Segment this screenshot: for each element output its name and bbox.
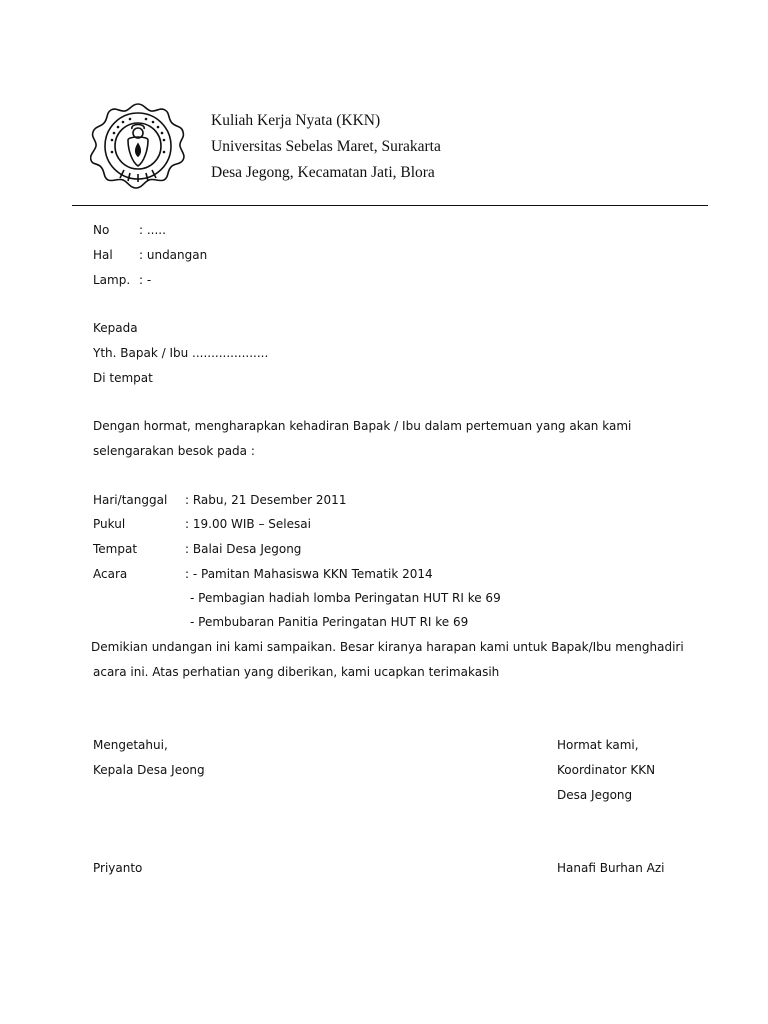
closing-line-2: acara ini. Atas perhatian yang diberikan, kami ucapkan terimakasih xyxy=(93,665,500,679)
pukul-value: : 19.00 WIB – Selesai xyxy=(185,517,311,531)
letterhead-line-1: Kuliah Kerja Nyata (KKN) xyxy=(211,112,381,129)
hari-label: Hari/tanggal xyxy=(93,493,168,507)
recipient-kepada: Kepada xyxy=(93,321,138,335)
sign-left-line-2: Kepala Desa Jeong xyxy=(93,763,205,777)
sign-right-line-1: Hormat kami, xyxy=(557,738,639,752)
sign-right-line-3: Desa Jegong xyxy=(557,788,633,802)
acara-label: Acara xyxy=(93,567,128,581)
uns-university-seal-icon xyxy=(90,100,186,192)
closing-line-1: Demikian undangan ini kami sampaikan. Besar kiranya harapan kami untuk Bapak/Ibu menghadiri xyxy=(91,640,684,654)
letterhead-line-2: Universitas Sebelas Maret, Surakarta xyxy=(211,138,441,155)
sign-right-line-2: Koordinator KKN xyxy=(557,763,656,777)
pukul-label: Pukul xyxy=(93,517,126,531)
acara-item: - Pembubaran Panitia Peringatan HUT RI ke 69 xyxy=(190,615,469,629)
opening-line-2: selengarakan besok pada : xyxy=(93,444,255,458)
acara-item: - Pembagian hadiah lomba Peringatan HUT RI ke 69 xyxy=(190,591,501,605)
recipient-tempat: Di tempat xyxy=(93,371,153,385)
sign-right-name: Hanafi Burhan Azi xyxy=(557,861,665,875)
letterhead-divider xyxy=(72,205,708,206)
letterhead xyxy=(211,111,441,189)
letterhead-line-3: Desa Jegong, Kecamatan Jati, Blora xyxy=(211,164,435,181)
hal-value: : undangan xyxy=(139,248,208,262)
sign-left-line-1: Mengetahui, xyxy=(93,738,168,752)
acara-item: : - Pamitan Mahasiswa KKN Tematik 2014 xyxy=(185,567,433,581)
lamp-label: Lamp. xyxy=(93,273,131,287)
no-value: : ..... xyxy=(139,223,166,237)
opening-line-1: Dengan hormat, mengharapkan kehadiran Bapak / Ibu dalam pertemuan yang akan kami xyxy=(93,419,632,433)
hal-label: Hal xyxy=(93,248,113,262)
lamp-value: : - xyxy=(139,273,152,287)
recipient-yth: Yth. Bapak / Ibu .................... xyxy=(93,346,269,360)
no-label: No xyxy=(93,223,110,237)
hari-value: : Rabu, 21 Desember 2011 xyxy=(185,493,347,507)
sign-left-name: Priyanto xyxy=(93,861,143,875)
tempat-value: : Balai Desa Jegong xyxy=(185,542,302,556)
tempat-label: Tempat xyxy=(93,542,138,556)
